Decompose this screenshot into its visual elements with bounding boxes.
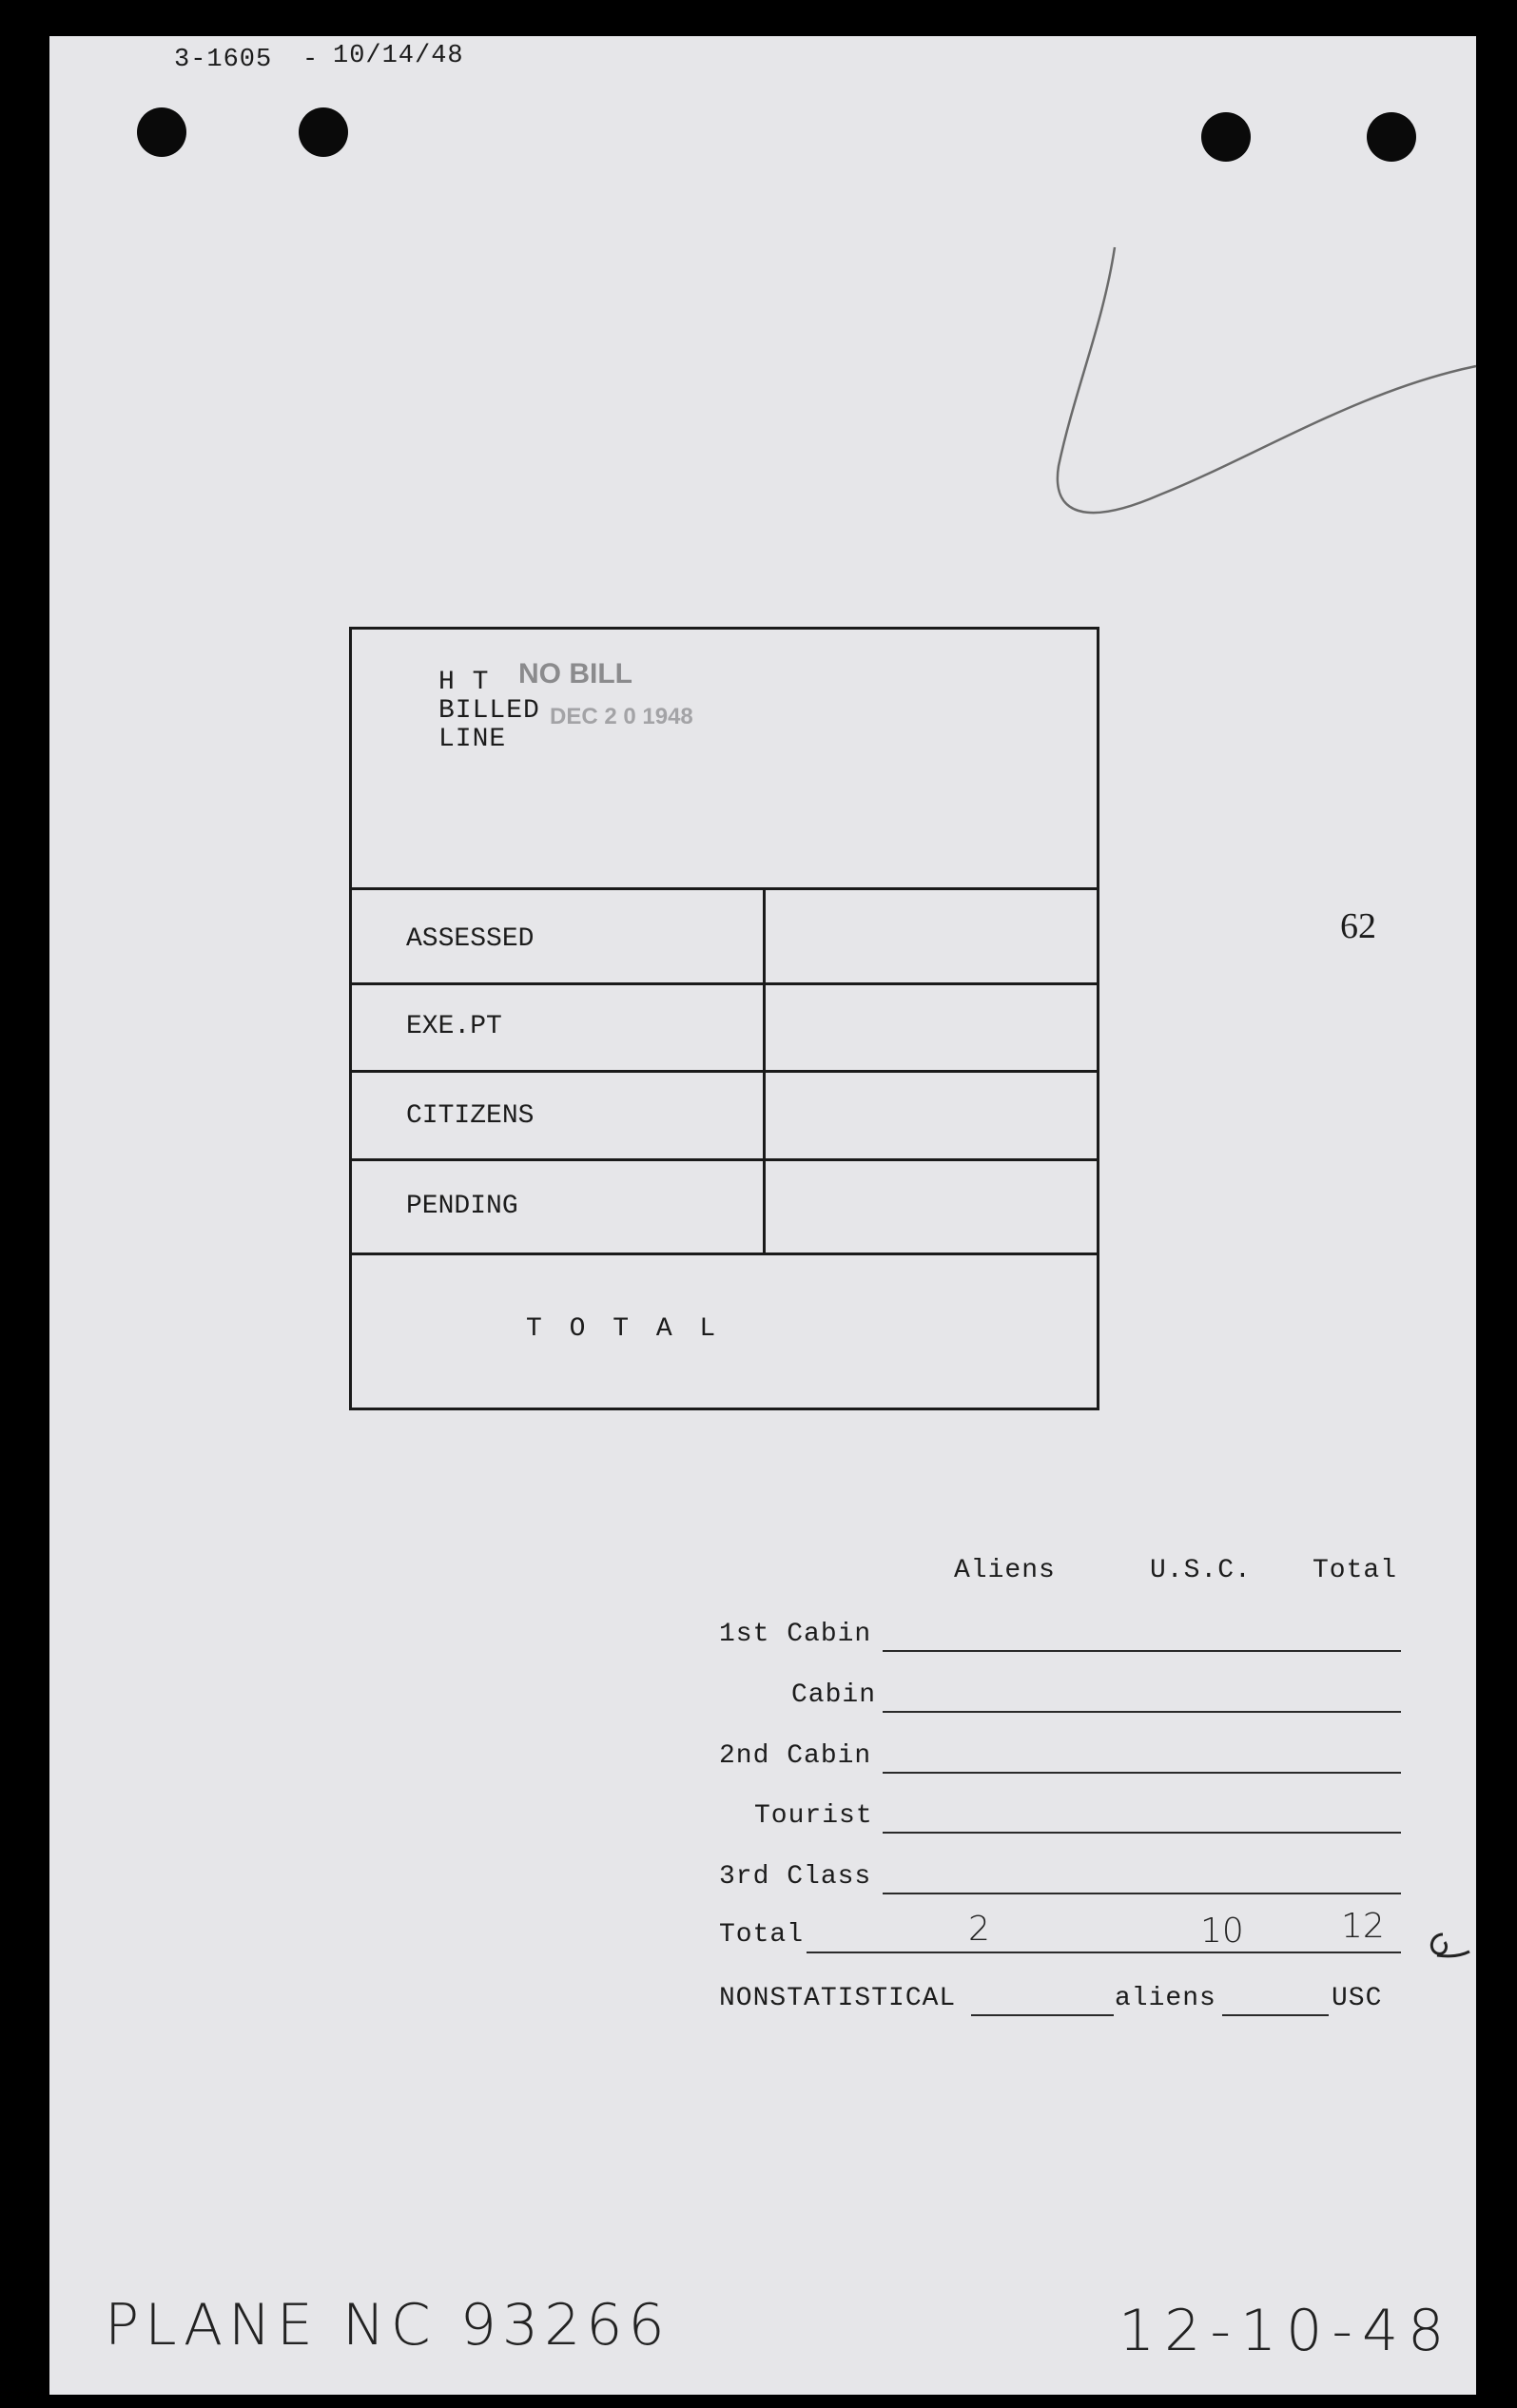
box-divider [352, 887, 1097, 890]
row-label-assessed: ASSESSED [406, 924, 535, 954]
form-date: 10/14/48 [333, 42, 464, 70]
box-divider [352, 1158, 1097, 1161]
total-usc-value: 10 [1200, 1912, 1244, 1951]
nonstat-label: NONSTATISTICAL [719, 1984, 957, 2013]
row-label-total: Total [719, 1920, 805, 1950]
box-header-line: BILLED [438, 696, 540, 726]
nonstat-usc-label: USC [1332, 1984, 1383, 2013]
check-mark [1424, 1927, 1471, 1965]
punch-hole [1367, 112, 1416, 162]
nonstat-line [971, 2014, 1114, 2016]
row-line [883, 1832, 1401, 1834]
form-dash: - [302, 46, 320, 74]
row-label-cabin: Cabin [791, 1680, 877, 1710]
column-header-total: Total [1313, 1556, 1398, 1585]
nonstat-aliens-label: aliens [1115, 1984, 1216, 2013]
punch-hole [299, 107, 348, 157]
punch-hole [1201, 112, 1251, 162]
box-header-line: LINE [438, 725, 507, 754]
no-bill-stamp: NO BILL [518, 658, 632, 689]
row-label-citizens: CITIZENS [406, 1101, 535, 1131]
pencil-mark [1046, 238, 1484, 580]
punch-hole [137, 107, 186, 157]
column-header-aliens: Aliens [954, 1556, 1056, 1585]
row-label-tourist: Tourist [754, 1801, 873, 1831]
row-label-3rd-class: 3rd Class [719, 1862, 872, 1892]
row-label-exempt: EXE.PT [406, 1012, 502, 1041]
total-total-value: 12 [1341, 1907, 1385, 1946]
total-aliens-value: 2 [968, 1910, 990, 1949]
row-label-2nd-cabin: 2nd Cabin [719, 1741, 872, 1771]
box-divider [352, 1253, 1097, 1255]
date-stamp: DEC 2 0 1948 [550, 704, 693, 729]
side-number: 62 [1340, 906, 1376, 946]
box-divider [352, 1070, 1097, 1073]
row-line [883, 1772, 1401, 1774]
form-number: 3-1605 [174, 46, 273, 74]
box-divider [352, 982, 1097, 985]
row-label-pending: PENDING [406, 1192, 518, 1221]
handwritten-plane-number: PLANE NC 93266 [105, 2292, 671, 2359]
box-column-divider [763, 887, 766, 1253]
row-label-1st-cabin: 1st Cabin [719, 1620, 872, 1649]
box-total-label: T O T A L [526, 1314, 722, 1344]
billing-box [349, 627, 1099, 1410]
row-line [883, 1893, 1401, 1894]
row-line [883, 1711, 1401, 1713]
box-header-line: H T [438, 668, 490, 697]
row-line [883, 1650, 1401, 1652]
row-line [807, 1952, 1401, 1953]
column-header-usc: U.S.C. [1150, 1556, 1252, 1585]
handwritten-date: 12-10-48 [1118, 2298, 1454, 2364]
nonstat-line [1222, 2014, 1329, 2016]
